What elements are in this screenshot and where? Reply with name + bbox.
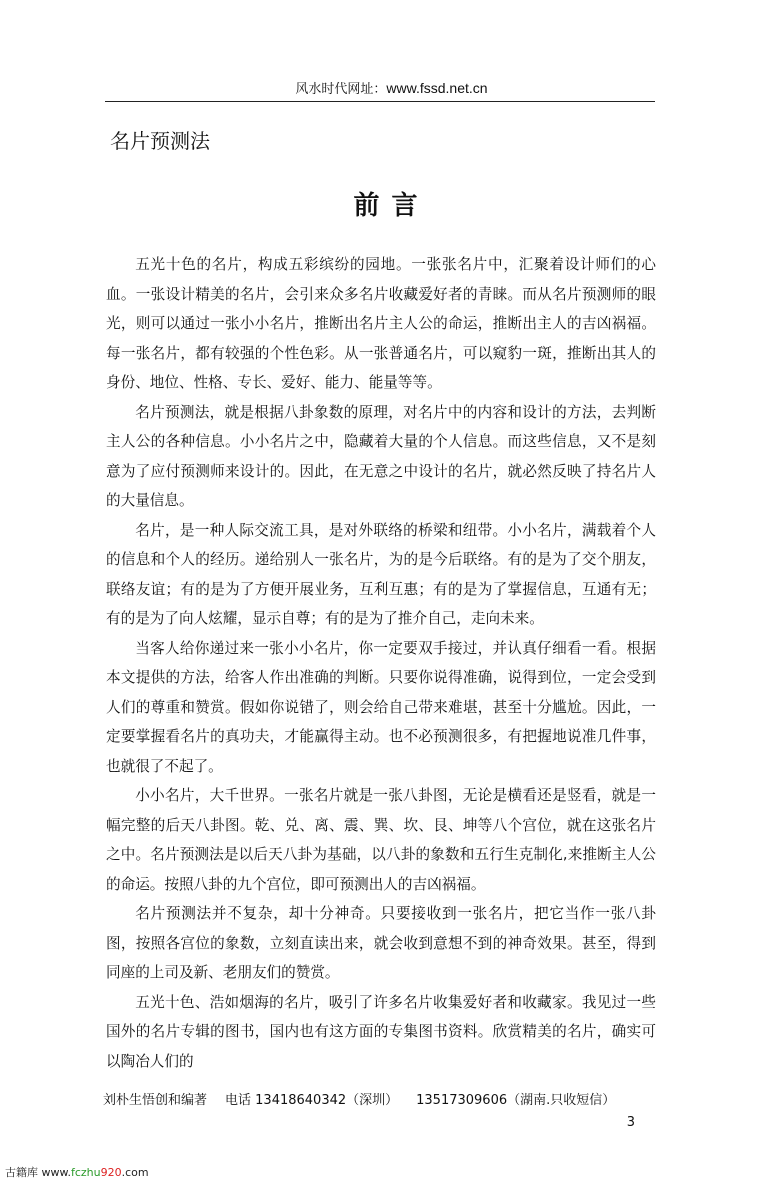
footer-phone-shenzhen: 电话 13418640342（深圳） [225, 1093, 399, 1108]
header-site-label: 风水时代网址： [295, 82, 387, 97]
watermark-red: 920 [100, 1166, 122, 1179]
paragraph: 名片预测法并不复杂，却十分神奇。只要接收到一张名片，把它当作一张八卦图，按照各宫位的象数，立刻直读出来，就会收到意想不到的神奇效果。甚至，得到同座的上司及新、老朋友们的赞赏。 [106, 905, 656, 981]
chapter-title: 前言 [353, 191, 430, 221]
page-number: 3 [626, 1115, 635, 1130]
watermark [5, 1166, 783, 1186]
paragraph: 当客人给你递过来一张小小名片，你一定要双手接过，并认真仔细看一看。根据本文提供的方法，给客人作出准确的判断。只要你说得准确，说得到位，一定会受到人们的尊重和赞赏。假如你说错了，则会给自己带来难堪，甚至十分尴尬。因此，一定要掌握看名片的真功夫，才能赢得主动。也不必预测很多，有把握地说准几件事，也就很了不起了。 [106, 639, 656, 775]
running-header [0, 79, 783, 99]
paragraph: 五光十色、浩如烟海的名片，吸引了许多名片收集爱好者和收藏家。我见过一些国外的名片专辑的图书，国内也有这方面的专集图书资料。欣赏精美的名片，确实可以陶冶人们的 [106, 993, 656, 1070]
paragraph: 名片，是一种人际交流工具，是对外联络的桥梁和纽带。小小名片，满载着个人的信息和个人的经历。递给别人一张名片，为的是今后联络。有的是为了交个朋友，联络友谊；有的是为了方便开展业务，互利互惠；有的是为了掌握信息，互通有无；有的是为了向人炫耀，显示自尊；有的是为了推介自己，走向未来。 [106, 521, 656, 627]
page-footer [103, 1092, 663, 1132]
footer-author: 刘朴生悟创和编著 [103, 1093, 208, 1108]
paragraph: 名片预测法，就是根据八卦象数的原理，对名片中的内容和设计的方法，去判断主人公的各种信息。小小名片之中，隐藏着大量的个人信息。而这些信息，又不是刻意为了应付预测师来设计的。因此，在无意之中设计的名片，就必然反映了持名片人的大量信息。 [106, 403, 656, 509]
watermark-prefix: 古籍库 www. [5, 1166, 71, 1179]
footer-phone-hunan: 13517309606（湖南.只收短信） [416, 1093, 616, 1108]
watermark-green: fczhu [70, 1166, 101, 1179]
book-title: 名片预测法 [110, 129, 210, 153]
watermark-suffix: .com [121, 1166, 149, 1179]
paragraph: 五光十色的名片，构成五彩缤纷的园地。一张张名片中，汇聚着设计师们的心血。一张设计精美的名片，会引来众多名片收藏爱好者的青睐。而从名片预测师的眼光，则可以通过一张小小名片，推断出名片主人公的命运，推断出主人的吉凶祸福。每一张名片，都有较强的个性色彩。从一张普通名片，可以窥豹一斑，推断出其人的身份、地位、性格、专长、爱好、能力、能量等等。 [106, 256, 656, 391]
paragraph: 小小名片，大千世界。一张名片就是一张八卦图，无论是横看还是竖看，就是一幅完整的后天八卦图。乾、兑、离、震、巽、坎、艮、坤等八个宫位，就在这张名片之中。名片预测法是以后天八卦为基础，以八卦的象数和五行生克制化,来推断主人公的命运。按照八卦的九个宫位，即可预测出人的吉凶祸福。 [106, 787, 656, 893]
header-rule [105, 101, 655, 102]
header-site-url: www.fssd.net.cn [386, 80, 488, 96]
body-text [106, 250, 656, 1076]
